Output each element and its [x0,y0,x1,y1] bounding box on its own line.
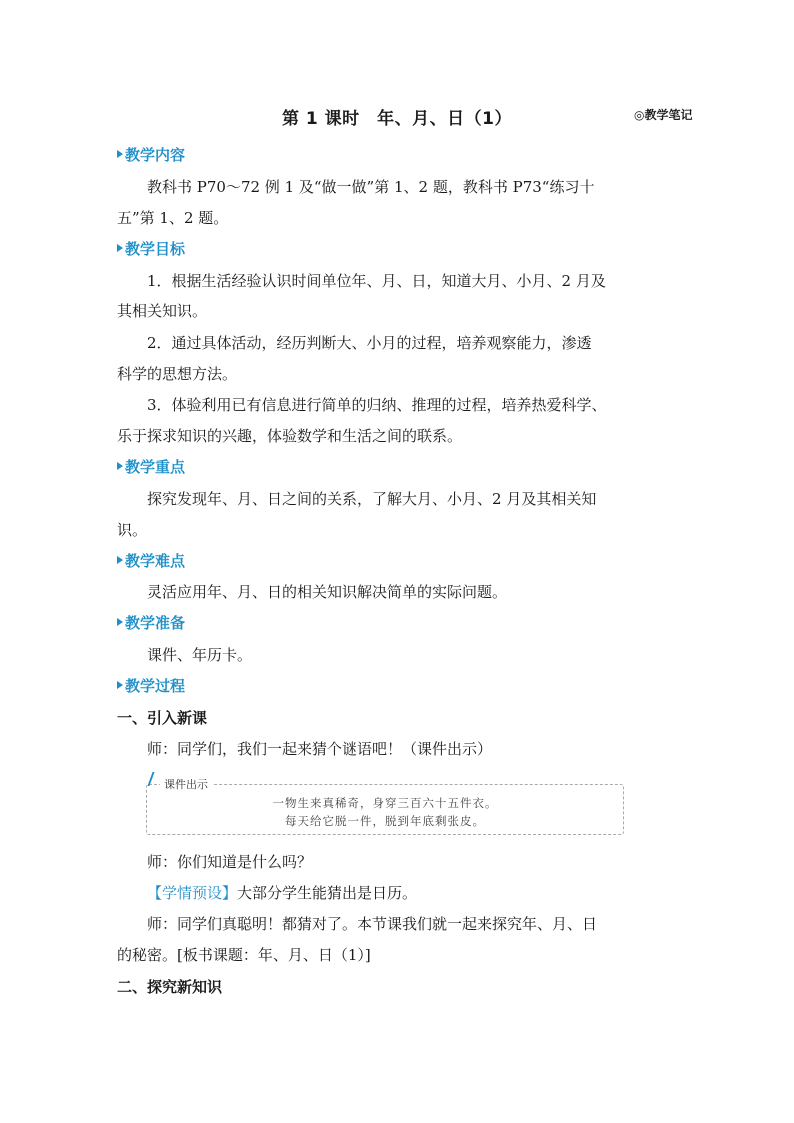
difficulties-line-1: 灵活应用年、月、日的相关知识解决简单的实际问题。 [147,583,508,601]
lesson-title: 第 1 课时 年、月、日（1） [282,109,512,129]
part-1-title: 一、引入新课 [117,709,208,727]
goal-2-line-1: 2．通过具体活动，经历判断大、小月的过程，培养观察能力，渗透 [147,334,592,352]
goal-1-line-1: 1．根据生活经验认识时间单位年、月、日，知道大月、小月、2 月及 [147,272,606,290]
triangle-bullet-icon [117,244,123,252]
triangle-bullet-icon [117,556,123,564]
triangle-bullet-icon [117,618,123,626]
teacher-line-3-1: 师：同学们真聪明！都猜对了。本节课我们就一起来探究年、月、日 [147,915,598,933]
triangle-bullet-icon [117,150,123,158]
teacher-line-1: 师：同学们，我们一起来猜个谜语吧！（课件出示） [147,740,493,758]
heading-preparation: 教学准备 [117,612,185,633]
teacher-line-2: 师：你们知道是什么吗？ [147,853,313,871]
preset-line [147,882,417,903]
goal-2-line-2: 科学的思想方法。 [117,365,238,383]
preset-text: 大部分学生能猜出是日历。 [237,884,418,902]
triangle-bullet-icon [117,462,123,470]
heading-key-points: 教学重点 [117,456,185,477]
goal-1-line-2: 其相关知识。 [117,302,208,320]
goal-3-line-1: 3．体验利用已有信息进行简单的归纳、推理的过程，培养热爱科学、 [147,396,607,414]
teaching-notes-label: ◎教学笔记 [634,108,693,122]
heading-process: 教学过程 [117,675,185,696]
preparation-line-1: 课件、年历卡。 [147,646,253,664]
heading-teaching-content: 教学内容 [117,144,185,165]
preset-tag: 【学情预设】 [147,884,238,902]
riddle-line-1: 一物生来真稀奇，身穿三百六十五件衣。 [272,796,498,810]
triangle-bullet-icon [117,681,123,689]
key-points-line-2: 识。 [117,521,148,539]
goal-3-line-2: 乐于探求知识的兴趣，体验数学和生活之间的联系。 [117,427,463,445]
courseware-box-label: 课件出示 [160,776,212,792]
key-points-line-1: 探究发现年、月、日之间的关系，了解大月、小月、2 月及其相关知 [147,490,597,508]
part-2-title: 二、探究新知识 [117,978,223,996]
content-line-2: 五”第 1、2 题。 [117,209,229,227]
heading-difficulties: 教学难点 [117,550,185,571]
riddle-line-2: 每天给它脱一件，脱到年底剩张皮。 [285,814,485,828]
teacher-line-3-2: 的秘密。[板书课题：年、月、日（1）] [117,946,371,964]
heading-teaching-goals: 教学目标 [117,238,185,259]
content-line-1: 教科书 P70～72 例 1 及“做一做”第 1、2 题，教科书 P73“练习十 [147,178,595,196]
